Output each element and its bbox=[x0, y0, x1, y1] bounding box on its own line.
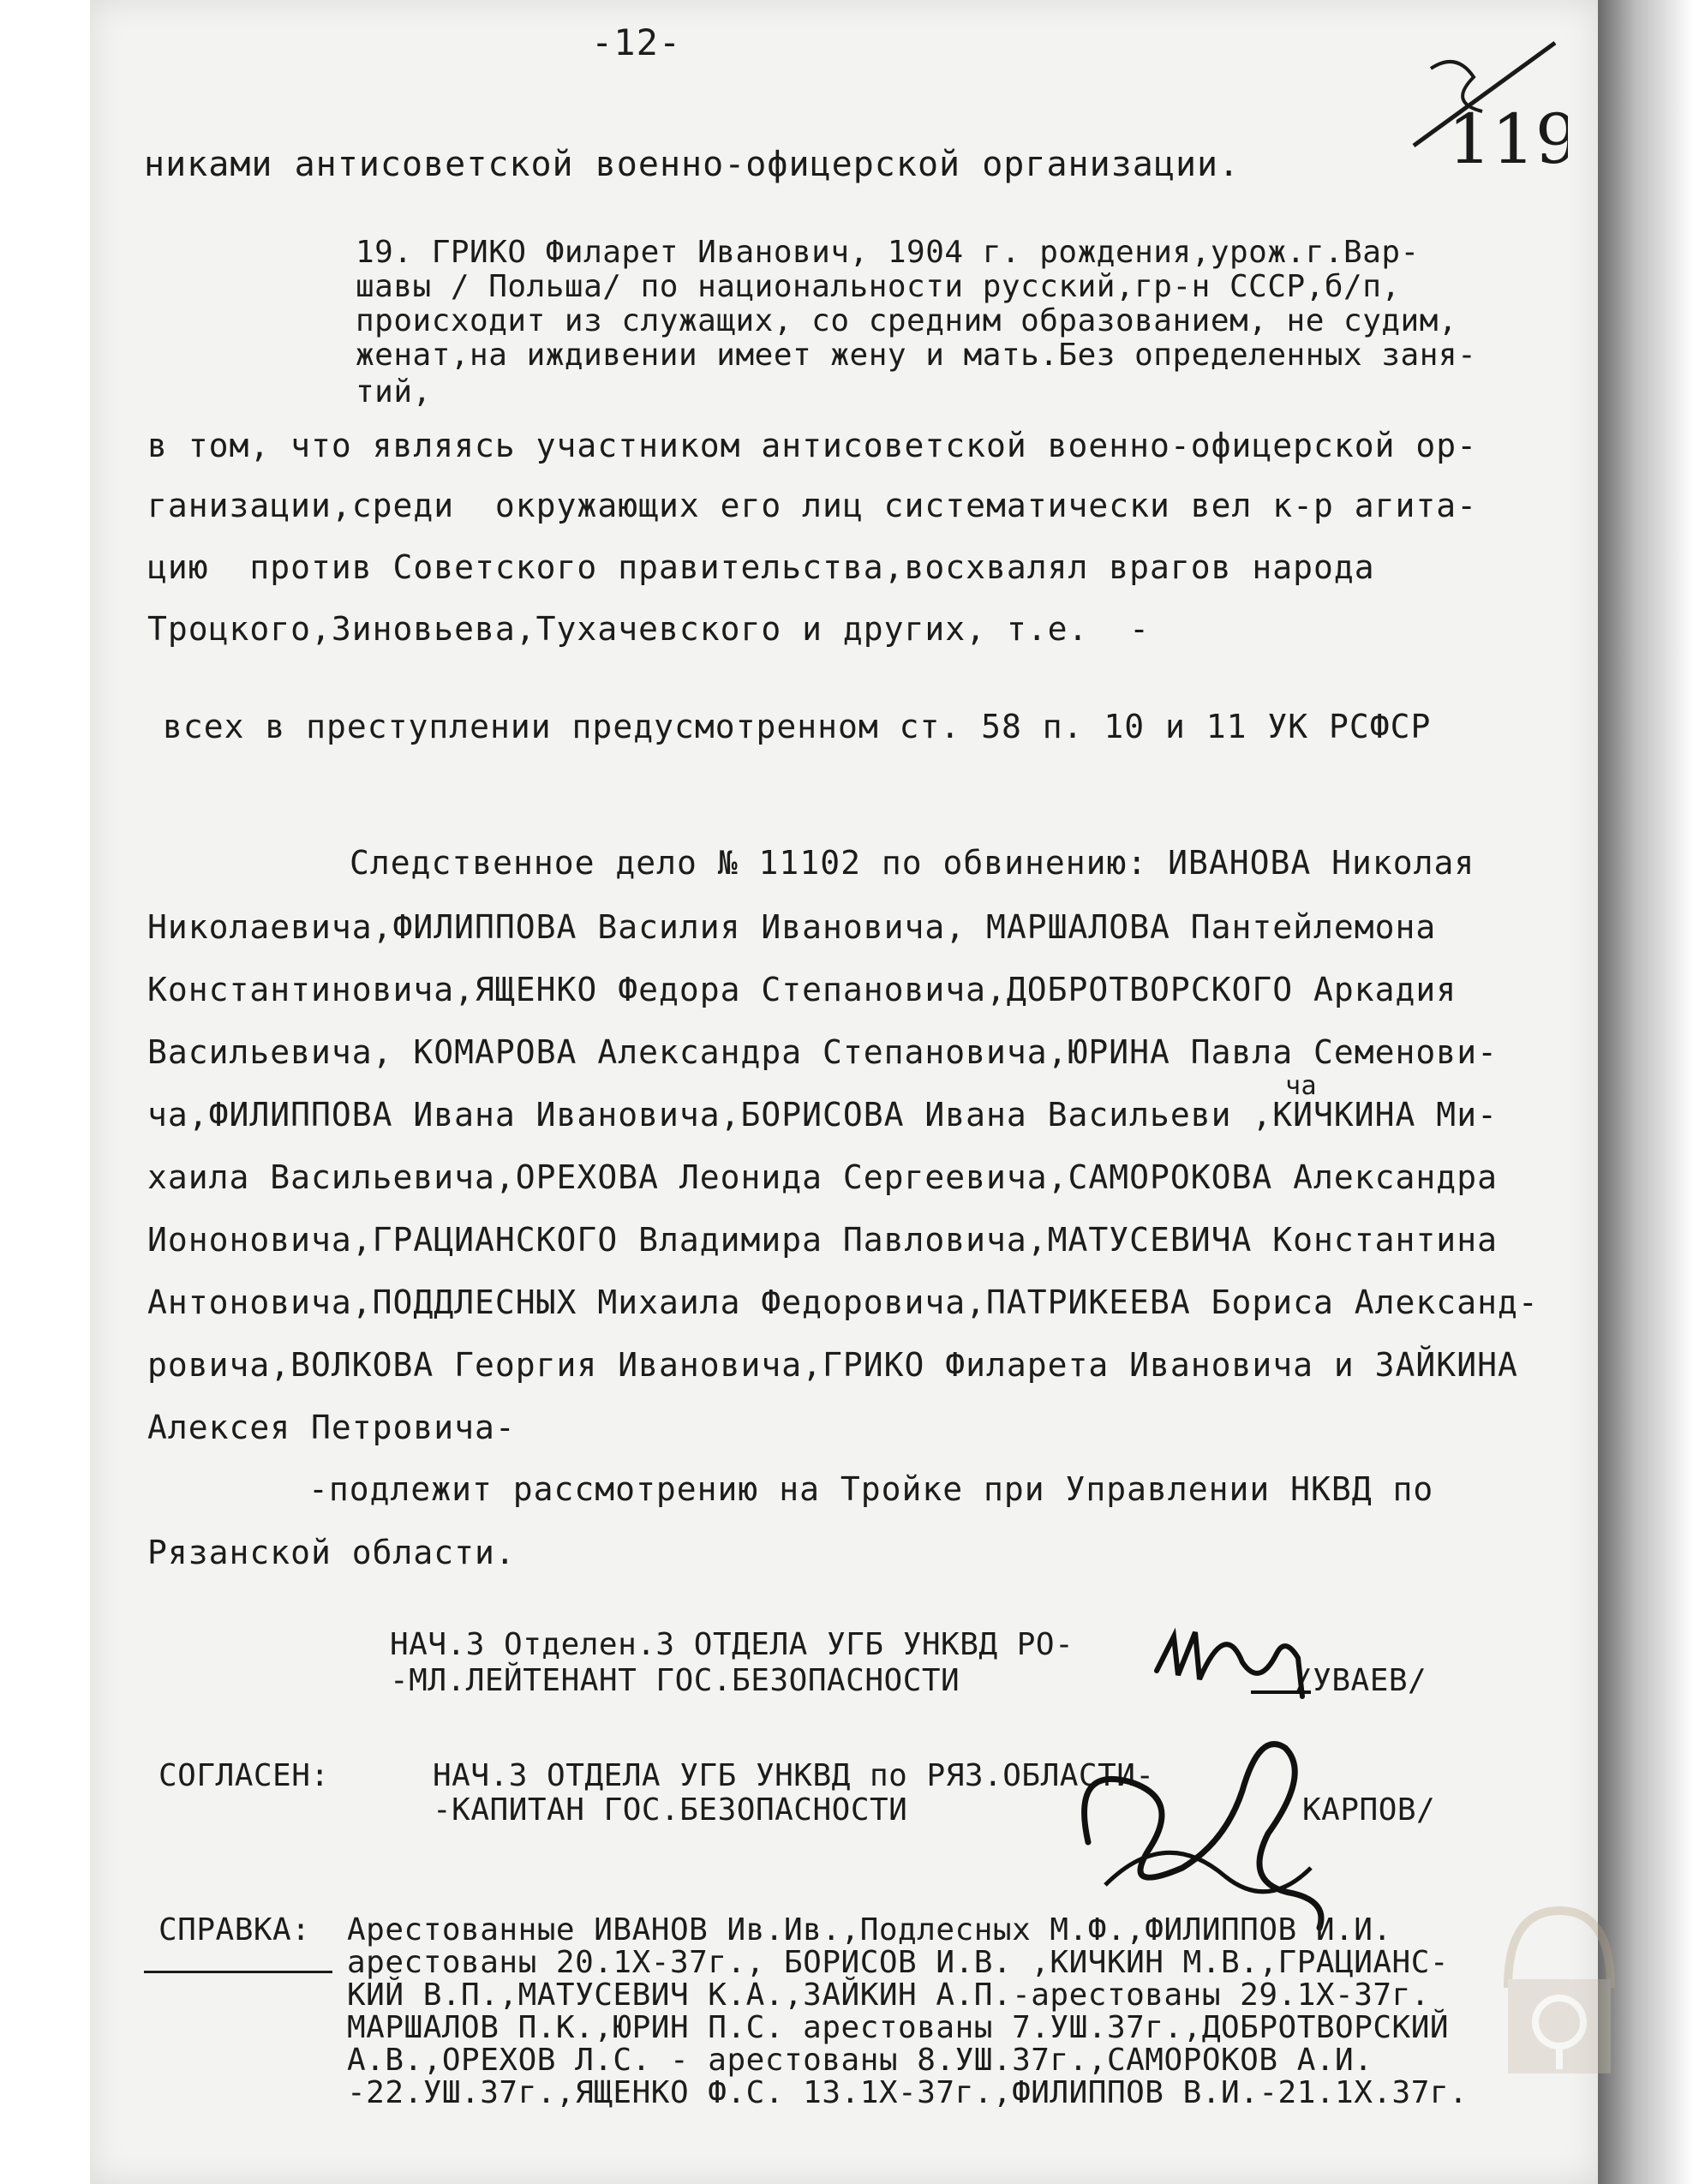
text-line: 19. ГРИКО Филарет Иванович, 1904 г. рождения,урож.г.Вар- bbox=[356, 235, 1420, 270]
text-line: Алексея Петровича- bbox=[147, 1409, 516, 1446]
note-line: МАРШАЛОВ П.К.,ЮРИН П.С. арестованы 7.УШ.37г.,ДОБРОТВОРСКИЙ bbox=[347, 2010, 1450, 2045]
text-line: Антоновича,ПОДДЛЕСНЫХ Михаила Федоровича,ПАТРИКЕЕВА Бориса Александ- bbox=[147, 1283, 1539, 1321]
text-line: цию против Советского правительства,восхвалял врагов народа bbox=[147, 548, 1375, 586]
page-number: -12- bbox=[591, 21, 682, 63]
approver-title-line-2: -КАПИТАН ГОС.БЕЗОПАСНОСТИ bbox=[433, 1792, 908, 1828]
text-line: тий, bbox=[356, 374, 432, 410]
archive-folio-mark bbox=[1397, 34, 1568, 183]
text-line: Николаевича,ФИЛИППОВА Василия Ивановича, МАРШАЛОВА Пантейлемона bbox=[147, 908, 1437, 946]
scan-edge-shadow bbox=[1598, 0, 1693, 2184]
note-line: А.В.,ОРЕХОВ Л.С. - арестованы 8.УШ.37г.,САМОРОКОВ А.И. bbox=[347, 2043, 1373, 2078]
signatory-title-line-1: НАЧ.3 Отделен.3 ОТДЕЛА УГБ УНКВД РО- bbox=[390, 1627, 1074, 1662]
approver-title-line-1: НАЧ.3 ОТДЕЛА УГБ УНКВД по РЯЗ.ОБЛАСТИ- bbox=[433, 1758, 1155, 1793]
signatory-name: /УВАЕВ/ bbox=[1294, 1663, 1427, 1698]
text-line: ровича,ВОЛКОВА Георгия Ивановича,ГРИКО Филарета Ивановича и ЗАЙКИНА bbox=[147, 1346, 1518, 1384]
note-line: Арестованные ИВАНОВ Ив.Ив.,Подлесных М.Ф.,ФИЛИППОВ И.И. bbox=[347, 1912, 1392, 1948]
text-insertion: ча bbox=[1285, 1071, 1318, 1101]
text-line: никами антисоветской военно-офицерской организации. bbox=[144, 145, 1241, 184]
agreed-label: СОГЛАСЕН: bbox=[159, 1758, 330, 1793]
note-line: -22.УШ.37г.,ЯЩЕНКО Ф.С. 13.1Х-37г.,ФИЛИППОВ В.И.-21.1Х.37г. bbox=[347, 2075, 1469, 2110]
text-line: происходит из служащих, со средним образованием, не судим, bbox=[356, 303, 1458, 338]
text-line: шавы / Польша/ по национальности русский,гр-н СССР,б/п, bbox=[356, 269, 1401, 304]
note-underline bbox=[144, 1971, 332, 1973]
text-line: Рязанской области. bbox=[147, 1534, 516, 1571]
text-line: -подлежит рассмотрению на Тройке при Управлении НКВД по bbox=[308, 1470, 1434, 1508]
archive-watermark-stamp bbox=[1491, 1885, 1628, 2082]
note-line: арестованы 20.1Х-37г., БОРИСОВ И.В. ,КИЧКИН М.В.,ГРАЦИАНС- bbox=[347, 1945, 1450, 1980]
text-line: ча,ФИЛИППОВА Ивана Ивановича,БОРИСОВА Ивана Васильеви ,КИЧКИНА Ми- bbox=[147, 1096, 1498, 1134]
text-line: Константиновича,ЯЩЕНКО Федора Степановича,ДОБРОТВОРСКОГО Аркадия bbox=[147, 971, 1457, 1008]
text-line: всех в преступлении предусмотренном ст. 58 п. 10 и 11 УК РСФСР bbox=[163, 708, 1432, 745]
text-line: Васильевича, КОМАРОВА Александра Степановича,ЮРИНА Павла Семенови- bbox=[147, 1033, 1498, 1071]
signatory-title-line-2: -МЛ.ЛЕЙТЕНАНТ ГОС.БЕЗОПАСНОСТИ bbox=[390, 1663, 960, 1698]
text-line: ганизации,среди окружающих его лиц систематически вел к-р агита- bbox=[147, 487, 1478, 524]
handwritten-signature-1 bbox=[1148, 1611, 1319, 1708]
note-label: СПРАВКА: bbox=[159, 1912, 311, 1948]
archive-mark-text: 119 bbox=[1448, 99, 1568, 179]
text-line: женат,на иждивении имеет жену и мать.Без определенных заня- bbox=[356, 338, 1477, 373]
handwritten-signature-2 bbox=[1054, 1696, 1362, 1940]
text-line: хаила Васильевича,ОРЕХОВА Леонида Сергеевича,САМОРОКОВА Александра bbox=[147, 1158, 1498, 1196]
text-line: Следственное дело № 11102 по обвинению: ИВАНОВА Николая bbox=[350, 844, 1475, 882]
text-line: Иононовича,ГРАЦИАНСКОГО Владимира Павловича,МАТУСЕВИЧА Константина bbox=[147, 1221, 1498, 1259]
approver-name: КАРПОВ/ bbox=[1302, 1792, 1436, 1828]
note-line: КИЙ В.П.,МАТУСЕВИЧ К.А.,ЗАЙКИН А.П.-арестованы 29.1Х-37г. bbox=[347, 1978, 1430, 2013]
text-line: Троцкого,Зиновьева,Тухачевского и других, т.е. - bbox=[147, 610, 1151, 648]
text-line: в том, что являясь участником антисоветской военно-офицерской ор- bbox=[147, 427, 1478, 464]
